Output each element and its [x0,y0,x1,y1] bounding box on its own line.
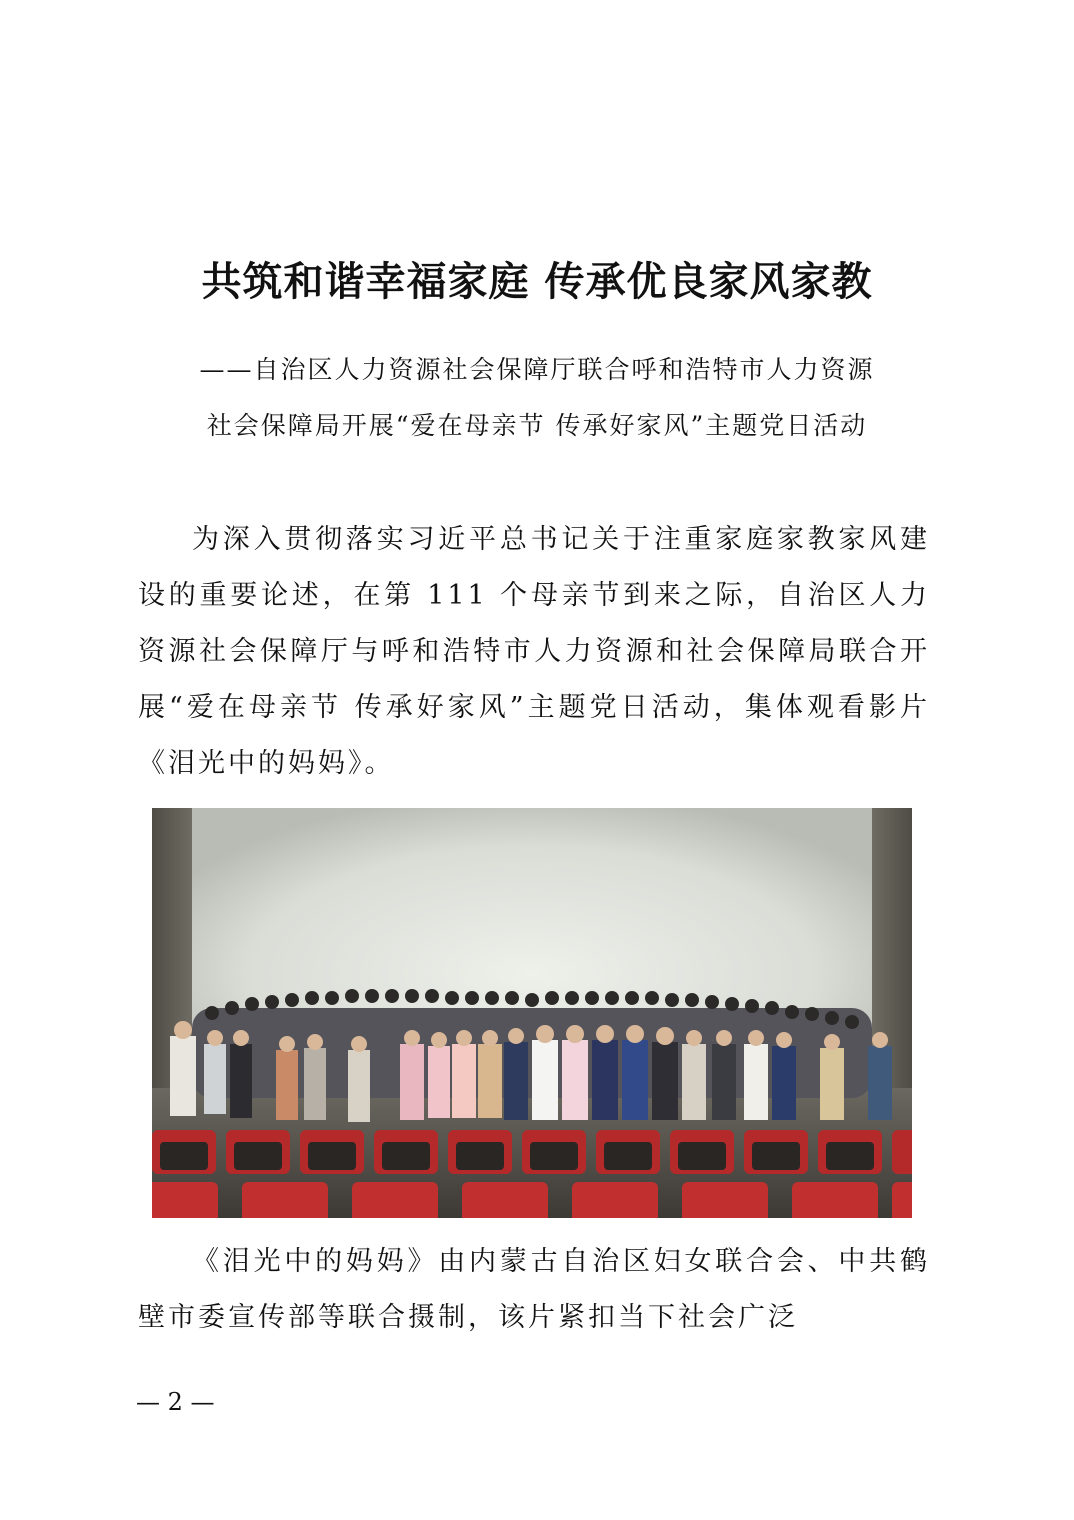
document-subtitle-line1: ——自治区人力资源社会保障厅联合呼和浩特市人力资源 [199,355,875,384]
paragraph-intro: 为深入贯彻落实习近平总书记关于注重家庭家教家风建设的重要论述，在第 111 个母亲节到来之际，自治区人力资源社会保障厅与呼和浩特市人力资源和社会保障局联合开展“爱在母亲节 传承好家风”主题党日活动，集体观看影片《泪光中的妈妈》。 [138,524,930,779]
group-photo [152,808,912,1218]
paragraph-film-intro: 《泪光中的妈妈》由内蒙古自治区妇女联合会、中共鹤壁市委宣传部等联合摄制，该片紧扣当下社会广泛 [138,1246,930,1333]
page-number: — 2 — [136,1388,215,1416]
document-title: 共筑和谐幸福家庭 传承优良家风家教 [201,258,873,305]
theater-seats-row2 [152,1182,912,1218]
document-subtitle-line2: 社会保障局开展“爱在母亲节 传承好家风”主题党日活动 [206,411,868,440]
